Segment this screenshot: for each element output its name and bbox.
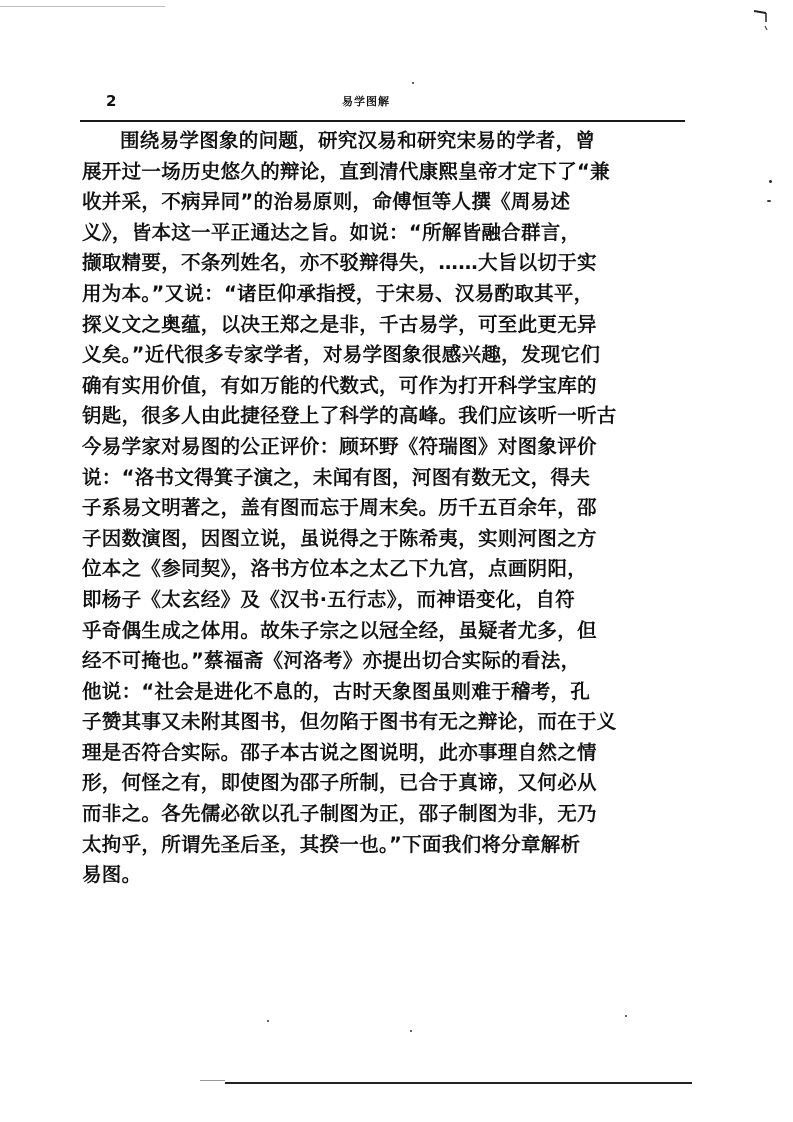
text-line: 即杨子《太玄经》及《汉书·五行志》，而神语变化，自符 [82, 587, 575, 611]
text-line: 乎奇偶生成之体用。故朱子宗之以冠全经，虽疑者尤多，但 [82, 618, 597, 642]
text-line: 收并采，不病异同”的治易原则，命傅恒等人撰《周易述 [82, 190, 571, 214]
text-line: 太拘乎，所谓先圣后圣，其揆一也。”下面我们将分章解析 [82, 832, 581, 856]
text-line: 探义文之奥蕴，以决王郑之是非，千古易学，可至此更无异 [82, 312, 597, 336]
text-line: 子赞其事又未附其图书，但勿陷于图书有无之辩论，而在于义 [82, 710, 617, 734]
page-number: 2 [106, 92, 117, 110]
scan-edge-rule [0, 6, 165, 7]
text-line: 展开过一场历史悠久的辩论，直到清代康熙皇帝才定下了“兼 [82, 159, 610, 183]
scan-speck [412, 82, 414, 84]
text-line: 今易学家对易图的公正评价：顾环野《符瑞图》对图象评价 [82, 434, 597, 458]
scan-bottom-rule [225, 1082, 692, 1084]
text-line: 子系易文明著之，盖有图而忘于周末矣。历千五百余年，邵 [82, 496, 597, 520]
header-rule [80, 120, 685, 122]
text-line: 经不可掩也。”蔡福斋《河洛考》亦提出切合实际的看法， [82, 649, 581, 673]
scan-speck [767, 200, 771, 202]
scan-speck [625, 1015, 627, 1017]
text-line: 撷取精要，不条列姓名，亦不驳辩得失，……大旨以切于实 [82, 251, 597, 275]
text-line: 围绕易学图象的问题，研究汉易和研究宋易的学者，曾 [120, 129, 596, 152]
text-line: 形，何怪之有，即使图为邵子所制，已合于真谛，又何必从 [82, 771, 597, 795]
scan-bottom-rule-faint [200, 1080, 225, 1081]
text-line: 位本之《参同契》，洛书方位本之太乙下九宫，点画阴阳， [82, 557, 588, 581]
text-line: 确有实用价值，有如万能的代数式，可作为打开科学宝库的 [82, 373, 597, 397]
scan-speck [769, 180, 772, 183]
text-line: 用为本。”又说：“诸臣仰承指授，于宋易、汉易酌取其平， [82, 281, 594, 305]
text-line: 说：“洛书文得箕子演之，未闻有图，河图有数无文，得夫 [82, 465, 591, 489]
running-title: 易学图解 [342, 95, 390, 108]
text-line: 理是否符合实际。邵子本古说之图说明，此亦事理自然之情 [82, 740, 597, 764]
body-text [82, 126, 682, 891]
page-header [80, 88, 685, 116]
text-line: 他说：“社会是进化不息的，古时天象图虽则难于稽考，孔 [82, 679, 591, 703]
text-line: 易图。 [82, 863, 142, 887]
scan-speck [267, 1020, 269, 1022]
text-line: 义》，皆本这一平正通达之旨。如说：“所解皆融合群言， [82, 220, 581, 244]
text-line: 子因数演图，因图立说，虽说得之于陈希夷，实则河图之方 [82, 526, 597, 550]
scan-corner-mark [752, 8, 772, 34]
text-line: 而非之。各先儒必欲以孔子制图为正，邵子制图为非，无乃 [82, 802, 597, 826]
text-line: 钥匙，很多人由此捷径登上了科学的高峰。我们应该听一听古 [82, 404, 617, 428]
scan-speck [410, 1030, 412, 1032]
text-line: 义矣。”近代很多专家学者，对易学图象很感兴趣，发现它们 [82, 343, 601, 367]
